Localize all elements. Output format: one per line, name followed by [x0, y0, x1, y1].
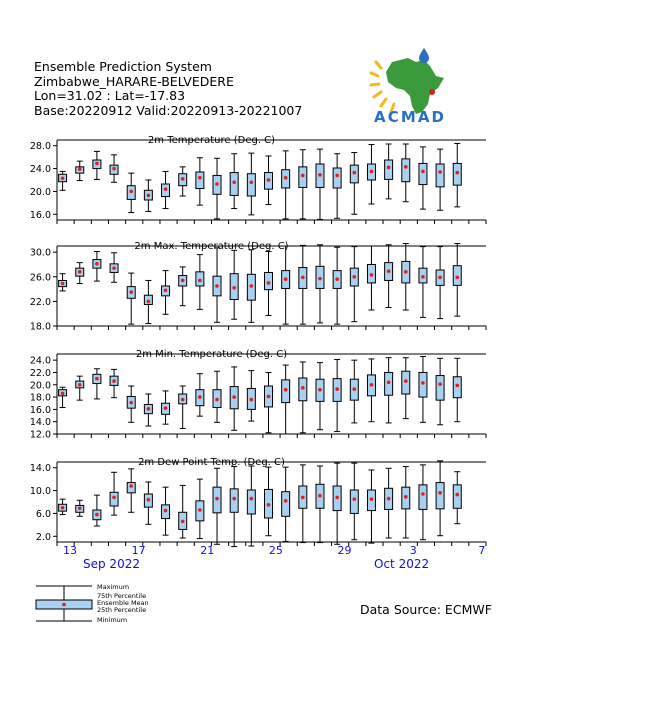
box-4 [110, 472, 118, 515]
box-15 [299, 362, 307, 433]
mean-point [147, 300, 151, 304]
legend-mean-point [62, 603, 66, 607]
mean-point [232, 286, 236, 290]
mean-point [164, 187, 168, 191]
box-17 [333, 360, 341, 432]
box-21 [402, 467, 410, 538]
box-18 [350, 247, 358, 322]
y-tick-label: 16.0 [29, 404, 51, 416]
box-24 [453, 358, 461, 421]
box-15 [299, 465, 307, 543]
month-label-sep: Sep 2022 [83, 557, 140, 571]
y-tick-label: 18.0 [29, 392, 51, 404]
mean-point [421, 275, 425, 279]
mean-point [198, 395, 202, 399]
box-13 [265, 467, 273, 536]
mean-point [318, 277, 322, 281]
box-8 [179, 167, 187, 196]
box-16 [316, 149, 324, 219]
mean-point [387, 497, 391, 501]
mean-point [232, 497, 236, 501]
mean-point [215, 398, 219, 402]
chart-panel-4 [30, 457, 486, 547]
mean-point [129, 290, 133, 294]
box-17 [333, 154, 341, 219]
mean-point [404, 379, 408, 383]
mean-point [112, 167, 116, 171]
box-16 [316, 466, 324, 543]
box-8 [179, 485, 187, 538]
mean-point [335, 496, 339, 500]
box-9 [196, 158, 204, 205]
mean-point [78, 506, 82, 510]
box-5 [127, 469, 135, 512]
box-15 [299, 150, 307, 219]
mean-point [284, 388, 288, 392]
y-tick-label: 28.0 [29, 141, 51, 153]
legend-label-p75: 75th Percentile [97, 592, 147, 600]
chart-panel-2 [30, 241, 486, 333]
mean-point [353, 497, 357, 501]
mean-point [267, 281, 271, 285]
y-tick-label: 24.0 [29, 164, 51, 176]
coordinates-label: Lon=31.02 : Lat=-17.83 [34, 88, 186, 103]
mean-point [335, 277, 339, 281]
mean-point [353, 275, 357, 279]
mean-point [250, 284, 254, 288]
mean-point [267, 395, 271, 399]
box-5 [127, 173, 135, 212]
mean-point [438, 491, 442, 495]
iqr-box [436, 483, 444, 509]
box-22 [419, 147, 427, 209]
box-17 [333, 247, 341, 324]
mean-point [404, 270, 408, 274]
box-13 [265, 156, 273, 205]
box-16 [316, 245, 324, 323]
box-13 [265, 372, 273, 432]
iqr-box [402, 159, 410, 182]
box-18 [350, 153, 358, 215]
mean-point [284, 176, 288, 180]
mean-point [301, 386, 305, 390]
mean-point [387, 269, 391, 273]
mean-point [112, 266, 116, 270]
mean-point [164, 289, 168, 293]
mean-point [78, 383, 82, 387]
mean-point [232, 180, 236, 184]
y-tick-label: 14.0 [29, 463, 51, 475]
mean-point [250, 398, 254, 402]
box-14 [282, 246, 290, 324]
box-12 [247, 250, 255, 323]
x-tick-label: 29 [337, 544, 352, 557]
mean-point [95, 377, 99, 381]
legend [36, 583, 149, 624]
month-label-oct: Oct 2022 [374, 557, 430, 571]
mean-point [370, 497, 374, 501]
iqr-box [419, 163, 427, 184]
iqr-box [436, 376, 444, 401]
box-23 [436, 149, 444, 210]
y-tick-label: 22.0 [29, 296, 51, 308]
mean-point [95, 162, 99, 166]
y-tick-label: 14.0 [29, 417, 51, 429]
box-1 [59, 387, 67, 407]
mean-point [353, 171, 357, 175]
iqr-box [196, 172, 204, 189]
mean-point [181, 520, 185, 524]
iqr-box [419, 372, 427, 397]
x-tick-label: 17 [131, 544, 146, 557]
panel-title: 2m Max. Temperature (Deg. C) [134, 241, 289, 252]
mean-point [61, 282, 65, 286]
iqr-box [350, 490, 358, 513]
mean-point [301, 496, 305, 500]
mean-point [215, 182, 219, 186]
box-6 [144, 394, 152, 426]
box-3 [93, 252, 101, 282]
box-15 [299, 245, 307, 324]
box-2 [76, 263, 84, 284]
box-5 [127, 273, 135, 324]
location-label: Zimbabwe_HARARE-BELVEDERE [34, 73, 234, 89]
mean-point [318, 388, 322, 392]
box-18 [350, 360, 358, 423]
box-2 [76, 500, 84, 516]
box-23 [436, 358, 444, 424]
box-7 [162, 487, 170, 535]
mean-point [267, 178, 271, 182]
mean-point [284, 499, 288, 503]
mean-point [353, 387, 357, 391]
mean-point [301, 276, 305, 280]
box-5 [127, 386, 135, 422]
mean-point [250, 497, 254, 501]
y-tick-label: 20.0 [29, 380, 51, 392]
box-12 [247, 466, 255, 546]
x-tick-label: 13 [63, 544, 77, 557]
box-4 [110, 155, 118, 182]
box-2 [76, 376, 84, 400]
mean-point [198, 176, 202, 180]
legend-label-max: Maximum [97, 583, 130, 591]
mean-point [61, 392, 65, 396]
mean-point [387, 381, 391, 385]
box-21 [402, 244, 410, 310]
mean-point [335, 174, 339, 178]
box-22 [419, 465, 427, 540]
mean-point [129, 401, 133, 405]
mean-point [335, 387, 339, 391]
chart-panel-1 [30, 135, 486, 224]
mean-point [164, 406, 168, 410]
box-10 [213, 468, 221, 544]
box-10 [213, 248, 221, 322]
mean-point [455, 171, 459, 175]
mean-point [78, 167, 82, 171]
iqr-box [419, 485, 427, 510]
box-10 [213, 158, 221, 219]
mean-point [387, 166, 391, 170]
mean-point [301, 174, 305, 178]
y-tick-label: 2.0 [35, 531, 51, 543]
box-8 [179, 386, 187, 428]
y-tick-label: 24.0 [29, 355, 51, 367]
legend-label-mean: Ensemble Mean [97, 599, 149, 607]
box-2 [76, 161, 84, 180]
y-tick-label: 6.0 [35, 508, 51, 520]
mean-point [455, 276, 459, 280]
mean-point [95, 513, 99, 517]
mean-point [370, 383, 374, 387]
box-3 [93, 495, 101, 526]
y-tick-label: 22.0 [29, 367, 51, 379]
data-source-label: Data Source: ECMWF [360, 602, 492, 617]
box-1 [59, 274, 67, 291]
box-3 [93, 369, 101, 399]
mean-point [438, 382, 442, 386]
y-tick-label: 12.0 [29, 429, 51, 441]
mean-point [181, 398, 185, 402]
dates-label: Base:20220912 Valid:20220913-20221007 [34, 102, 303, 118]
mean-point [215, 284, 219, 288]
chart-panel-3 [30, 349, 486, 441]
panel-title: 2m Dew Point Temp. (Deg. C) [138, 457, 285, 468]
acmad-logo-text: ACMAD [374, 108, 444, 126]
mean-point [147, 407, 151, 411]
box-19 [367, 246, 375, 310]
box-8 [179, 267, 187, 306]
mean-point [421, 170, 425, 174]
box-19 [367, 359, 375, 422]
mean-point [61, 506, 65, 510]
box-7 [162, 271, 170, 315]
box-24 [453, 472, 461, 524]
box-23 [436, 461, 444, 536]
mean-point [129, 484, 133, 488]
x-tick-label: 21 [200, 544, 215, 557]
y-tick-label: 18.0 [29, 321, 51, 333]
box-16 [316, 363, 324, 430]
iqr-box [247, 490, 255, 514]
box-20 [385, 468, 393, 538]
box-3 [93, 151, 101, 179]
box-6 [144, 180, 152, 211]
mean-point [215, 497, 219, 501]
box-19 [367, 470, 375, 543]
iqr-box [453, 485, 461, 508]
box-1 [59, 171, 67, 190]
box-23 [436, 247, 444, 319]
mean-point [318, 173, 322, 177]
box-9 [196, 374, 204, 416]
iqr-box [436, 164, 444, 187]
iqr-box [385, 160, 393, 179]
iqr-box [333, 168, 341, 188]
box-10 [213, 371, 221, 422]
mean-point [181, 177, 185, 181]
y-tick-label: 16.0 [29, 209, 51, 221]
box-7 [162, 391, 170, 424]
box-6 [144, 482, 152, 524]
box-9 [196, 255, 204, 310]
box-20 [385, 144, 393, 199]
mean-point [370, 273, 374, 277]
mean-point [370, 170, 374, 174]
mean-point [147, 194, 151, 198]
system-title: Ensemble Prediction System [34, 59, 212, 74]
mean-point [61, 176, 65, 180]
box-14 [282, 151, 290, 219]
iqr-box [453, 377, 461, 398]
mean-point [455, 493, 459, 497]
box-11 [230, 367, 238, 430]
y-tick-label: 26.0 [29, 272, 51, 284]
y-tick-label: 20.0 [29, 186, 51, 198]
box-7 [162, 171, 170, 208]
box-6 [144, 280, 152, 323]
x-tick-label: 25 [268, 544, 283, 557]
mean-point [438, 170, 442, 174]
box-4 [110, 253, 118, 283]
mean-point [404, 495, 408, 499]
box-4 [110, 369, 118, 397]
box-21 [402, 144, 410, 202]
mean-point [129, 190, 133, 194]
legend-label-p25: 25th Percentile [97, 606, 147, 614]
box-19 [367, 145, 375, 204]
iqr-box [453, 266, 461, 286]
mean-point [421, 381, 425, 385]
box-11 [230, 250, 238, 319]
mean-point [284, 277, 288, 281]
box-9 [196, 479, 204, 538]
box-14 [282, 467, 290, 541]
iqr-box [230, 489, 238, 512]
mean-point [198, 279, 202, 283]
mean-point [404, 165, 408, 169]
box-24 [453, 244, 461, 317]
y-tick-label: 30.0 [29, 247, 51, 259]
mean-point [421, 492, 425, 496]
box-1 [59, 499, 67, 514]
box-17 [333, 463, 341, 544]
mean-point [455, 384, 459, 388]
mean-point [78, 270, 82, 274]
mean-point [181, 279, 185, 283]
iqr-box [247, 174, 255, 196]
box-12 [247, 371, 255, 421]
box-12 [247, 153, 255, 215]
mean-point [95, 262, 99, 266]
mean-point [267, 503, 271, 507]
box-11 [230, 154, 238, 209]
box-22 [419, 247, 427, 318]
panel-title: 2m Min. Temperature (Deg. C) [135, 349, 288, 360]
box-24 [453, 143, 461, 206]
box-20 [385, 358, 393, 423]
mean-point [198, 508, 202, 512]
mean-point [318, 494, 322, 498]
mean-point [112, 496, 116, 500]
box-11 [230, 467, 238, 547]
iqr-box [282, 492, 290, 517]
legend-label-min: Minimum [97, 616, 128, 624]
x-tick-label: 7 [478, 544, 486, 557]
x-tick-label: 3 [409, 544, 417, 557]
mean-point [164, 509, 168, 513]
mean-point [250, 180, 254, 184]
panel-title: 2m Temperature (Deg. C) [147, 135, 276, 146]
box-14 [282, 365, 290, 434]
iqr-box [265, 272, 273, 289]
y-tick-label: 10.0 [29, 486, 51, 498]
box-13 [265, 252, 273, 316]
box-21 [402, 358, 410, 419]
box-22 [419, 356, 427, 422]
mean-point [438, 276, 442, 280]
box-18 [350, 463, 358, 540]
mean-point [232, 395, 236, 399]
mean-point [112, 379, 116, 383]
box-20 [385, 245, 393, 308]
mean-point [147, 498, 151, 502]
